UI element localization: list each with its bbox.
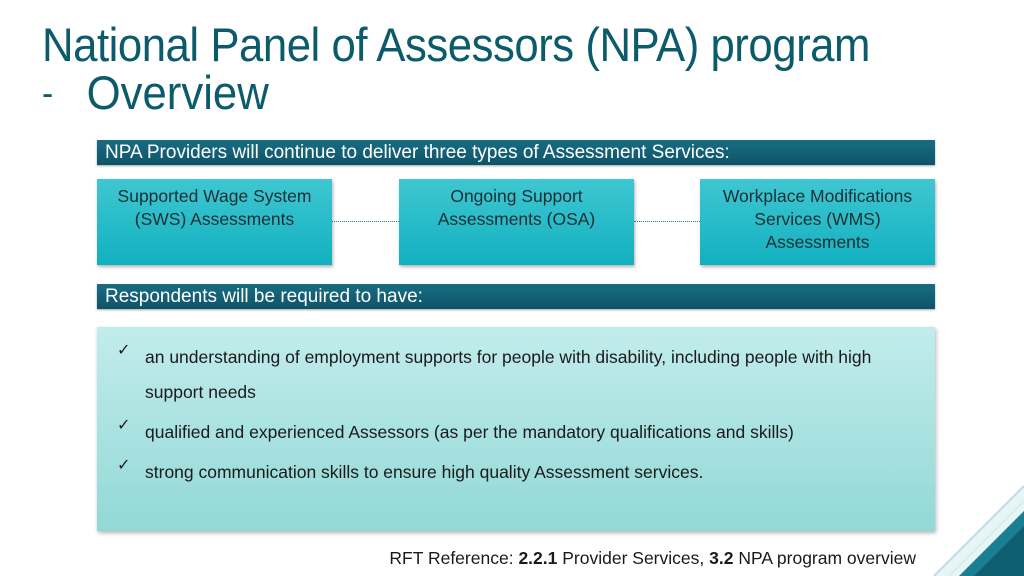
rft-ref2-text: NPA program overview xyxy=(738,548,916,568)
checkmark-icon: ✓ xyxy=(117,417,131,434)
corner-decoration-graphic xyxy=(914,466,1024,576)
services-heading-bar: NPA Providers will continue to deliver three types of Assessment Services: xyxy=(97,140,935,165)
rft-reference xyxy=(389,548,916,569)
rft-ref1-number: 2.2.1 xyxy=(518,548,558,568)
rft-ref2-number: 3.2 xyxy=(709,548,734,568)
slide-title: National Panel of Assessors (NPA) program xyxy=(42,18,870,71)
requirement-text: strong communication skills to ensure high quality Assessment services. xyxy=(145,462,704,482)
requirements-heading-bar: Respondents will be required to have: xyxy=(97,284,935,309)
requirement-text: an understanding of employment supports for people with disability, including people with high support needs xyxy=(145,347,872,402)
service-box-label: Ongoing Support Assessments (OSA) xyxy=(437,186,596,229)
connector-line xyxy=(332,221,399,222)
requirement-item xyxy=(117,340,917,410)
rft-prefix: RFT Reference: xyxy=(389,548,514,568)
requirements-panel xyxy=(97,327,935,531)
service-box-label: Supported Wage System (SWS) Assessments xyxy=(117,186,312,229)
checkmark-icon: ✓ xyxy=(117,457,131,474)
service-box-sws xyxy=(97,179,332,265)
checkmark-icon: ✓ xyxy=(117,342,131,359)
subtitle-dash: - xyxy=(42,72,54,113)
slide-subtitle xyxy=(42,66,269,120)
requirement-item xyxy=(117,415,917,450)
requirement-text: qualified and experienced Assessors (as per the mandatory qualifications and skills) xyxy=(145,422,794,442)
service-box-label: Workplace Modifications Services (WMS) Assessments xyxy=(722,186,913,252)
service-box-osa xyxy=(399,179,634,265)
connector-line xyxy=(634,221,700,222)
requirement-item xyxy=(117,455,917,490)
service-box-wms xyxy=(700,179,935,265)
subtitle-text: Overview xyxy=(86,66,269,119)
rft-ref1-text: Provider Services, xyxy=(562,548,705,568)
